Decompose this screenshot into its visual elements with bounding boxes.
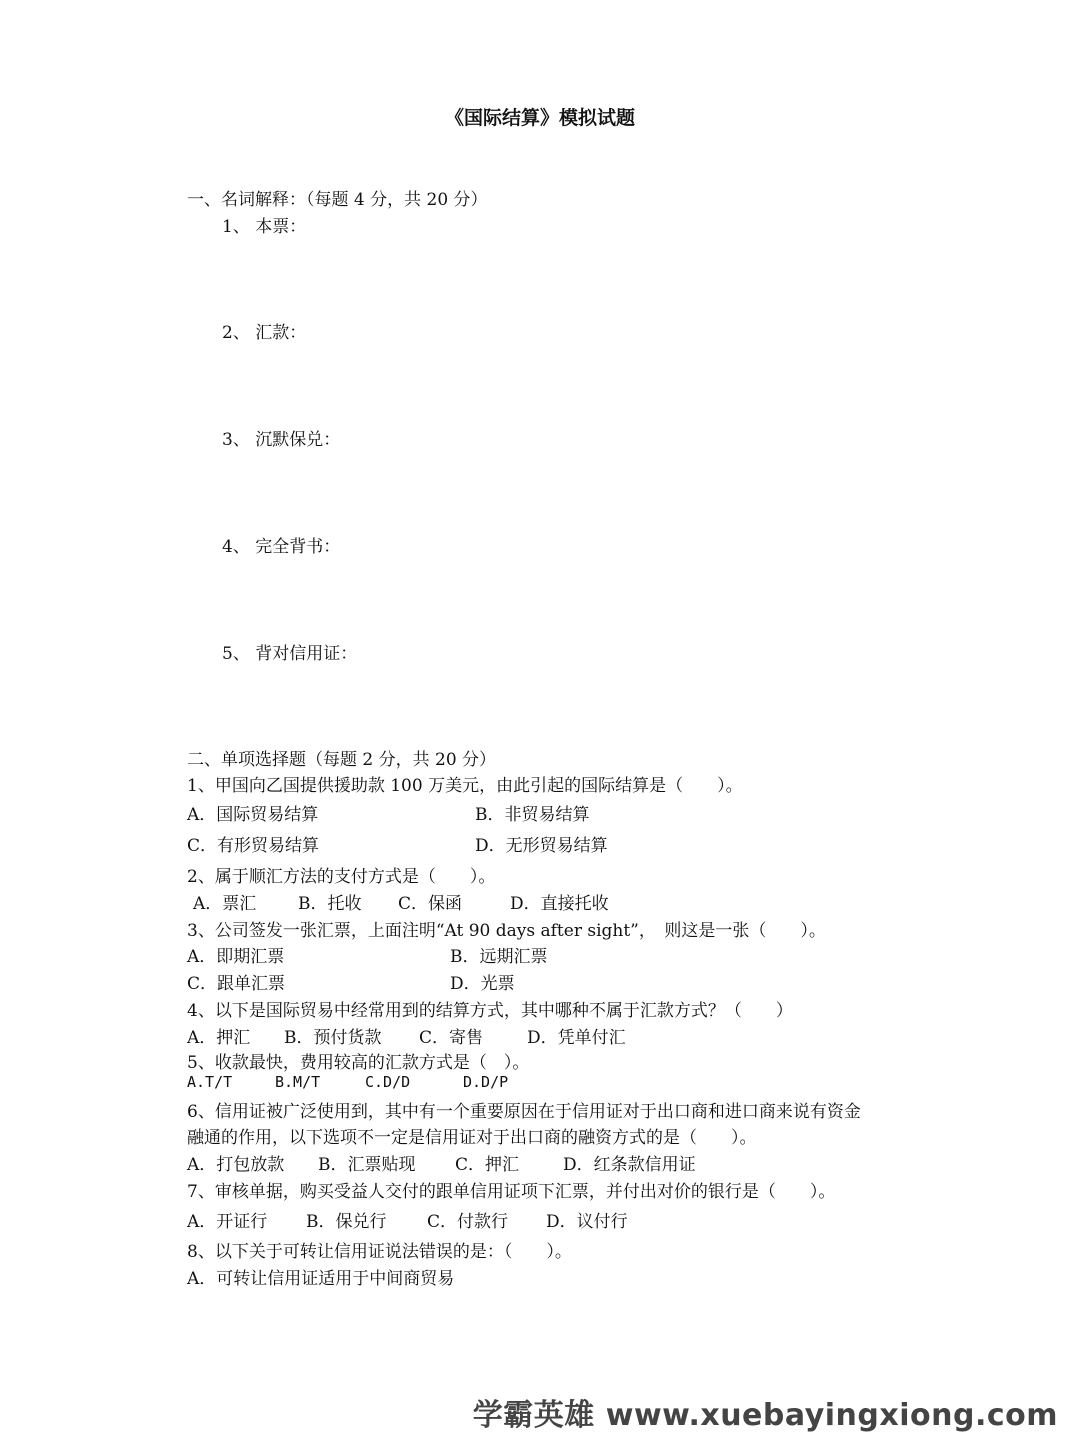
section1-heading: 一、名词解释：（每题 4 分，共 20 分）: [187, 190, 488, 210]
option-c: C．押汇: [455, 1155, 520, 1175]
option-d: D．凭单付汇: [527, 1028, 626, 1048]
question-6-line2: 融通的作用，以下选项不一定是信用证对于出口商的融资方式的是（ ）。: [187, 1128, 757, 1148]
option-b: B．非贸易结算: [475, 805, 590, 825]
term-item: 4、 完全背书：: [222, 537, 341, 557]
option-c: C．有形贸易结算: [187, 836, 320, 856]
term-item: 2、 汇款：: [222, 323, 307, 343]
site-watermark: 学霸英雄 www.xuebayingxiong.com: [472, 1398, 1058, 1433]
option-c: C．付款行: [427, 1212, 509, 1232]
term-item: 3、 沉默保兑：: [222, 430, 341, 450]
page-title: 《国际结算》模拟试题: [444, 107, 635, 129]
option-c: C．寄售: [419, 1028, 484, 1048]
option-c: C.D/D: [365, 1073, 411, 1091]
question-3: 3、公司签发一张汇票，上面注明“At 90 days after sight”， 则这是一张（ ）。: [187, 921, 826, 941]
option-b: B．保兑行: [306, 1212, 387, 1232]
question-6-line1: 6、信用证被广泛使用到，其中有一个重要原因在于信用证对于出口商和进口商来说有资金: [187, 1102, 861, 1122]
question-4: 4、以下是国际贸易中经常用到的结算方式，其中哪种不属于汇款方式？（ ）: [187, 1001, 793, 1021]
option-a: A．即期汇票: [187, 947, 285, 967]
option-a: A．国际贸易结算: [187, 805, 319, 825]
option-a: A．票汇: [193, 894, 257, 914]
option-d: D．无形贸易结算: [475, 836, 608, 856]
question-8: 8、以下关于可转让信用证说法错误的是：（ ）。: [187, 1242, 572, 1262]
question-7: 7、审核单据，购买受益人交付的跟单信用证项下汇票，并付出对价的银行是（ ）。: [187, 1182, 836, 1202]
option-d: D．光票: [450, 974, 515, 994]
question-1: 1、甲国向乙国提供援助款 100 万美元，由此引起的国际结算是（ ）。: [187, 776, 743, 796]
option-b: B．预付货款: [284, 1028, 382, 1048]
option-b: B.M/T: [275, 1073, 321, 1091]
term-item: 1、 本票：: [222, 217, 307, 237]
option-a: A．打包放款: [187, 1155, 285, 1175]
question-2: 2、属于顺汇方法的支付方式是（ ）。: [187, 867, 496, 887]
option-a: A.T/T: [187, 1073, 233, 1091]
option-a: A．开证行: [187, 1212, 268, 1232]
option-b: B．远期汇票: [450, 947, 548, 967]
option-d: D.D/P: [463, 1073, 509, 1091]
option-c: C．跟单汇票: [187, 974, 286, 994]
option-c: C．保函: [398, 894, 463, 914]
option-d: D．直接托收: [510, 894, 609, 914]
option-a: A．可转让信用证适用于中间商贸易: [187, 1269, 455, 1289]
term-item: 5、 背对信用证：: [222, 644, 358, 664]
option-b: B．托收: [298, 894, 362, 914]
option-d: D．红条款信用证: [563, 1155, 696, 1175]
section2-heading: 二、单项选择题（每题 2 分，共 20 分）: [187, 750, 497, 770]
option-b: B．汇票贴现: [318, 1155, 416, 1175]
question-5: 5、收款最快，费用较高的汇款方式是（ ）。: [187, 1053, 530, 1073]
option-a: A．押汇: [187, 1028, 251, 1048]
option-d: D．议付行: [546, 1212, 628, 1232]
